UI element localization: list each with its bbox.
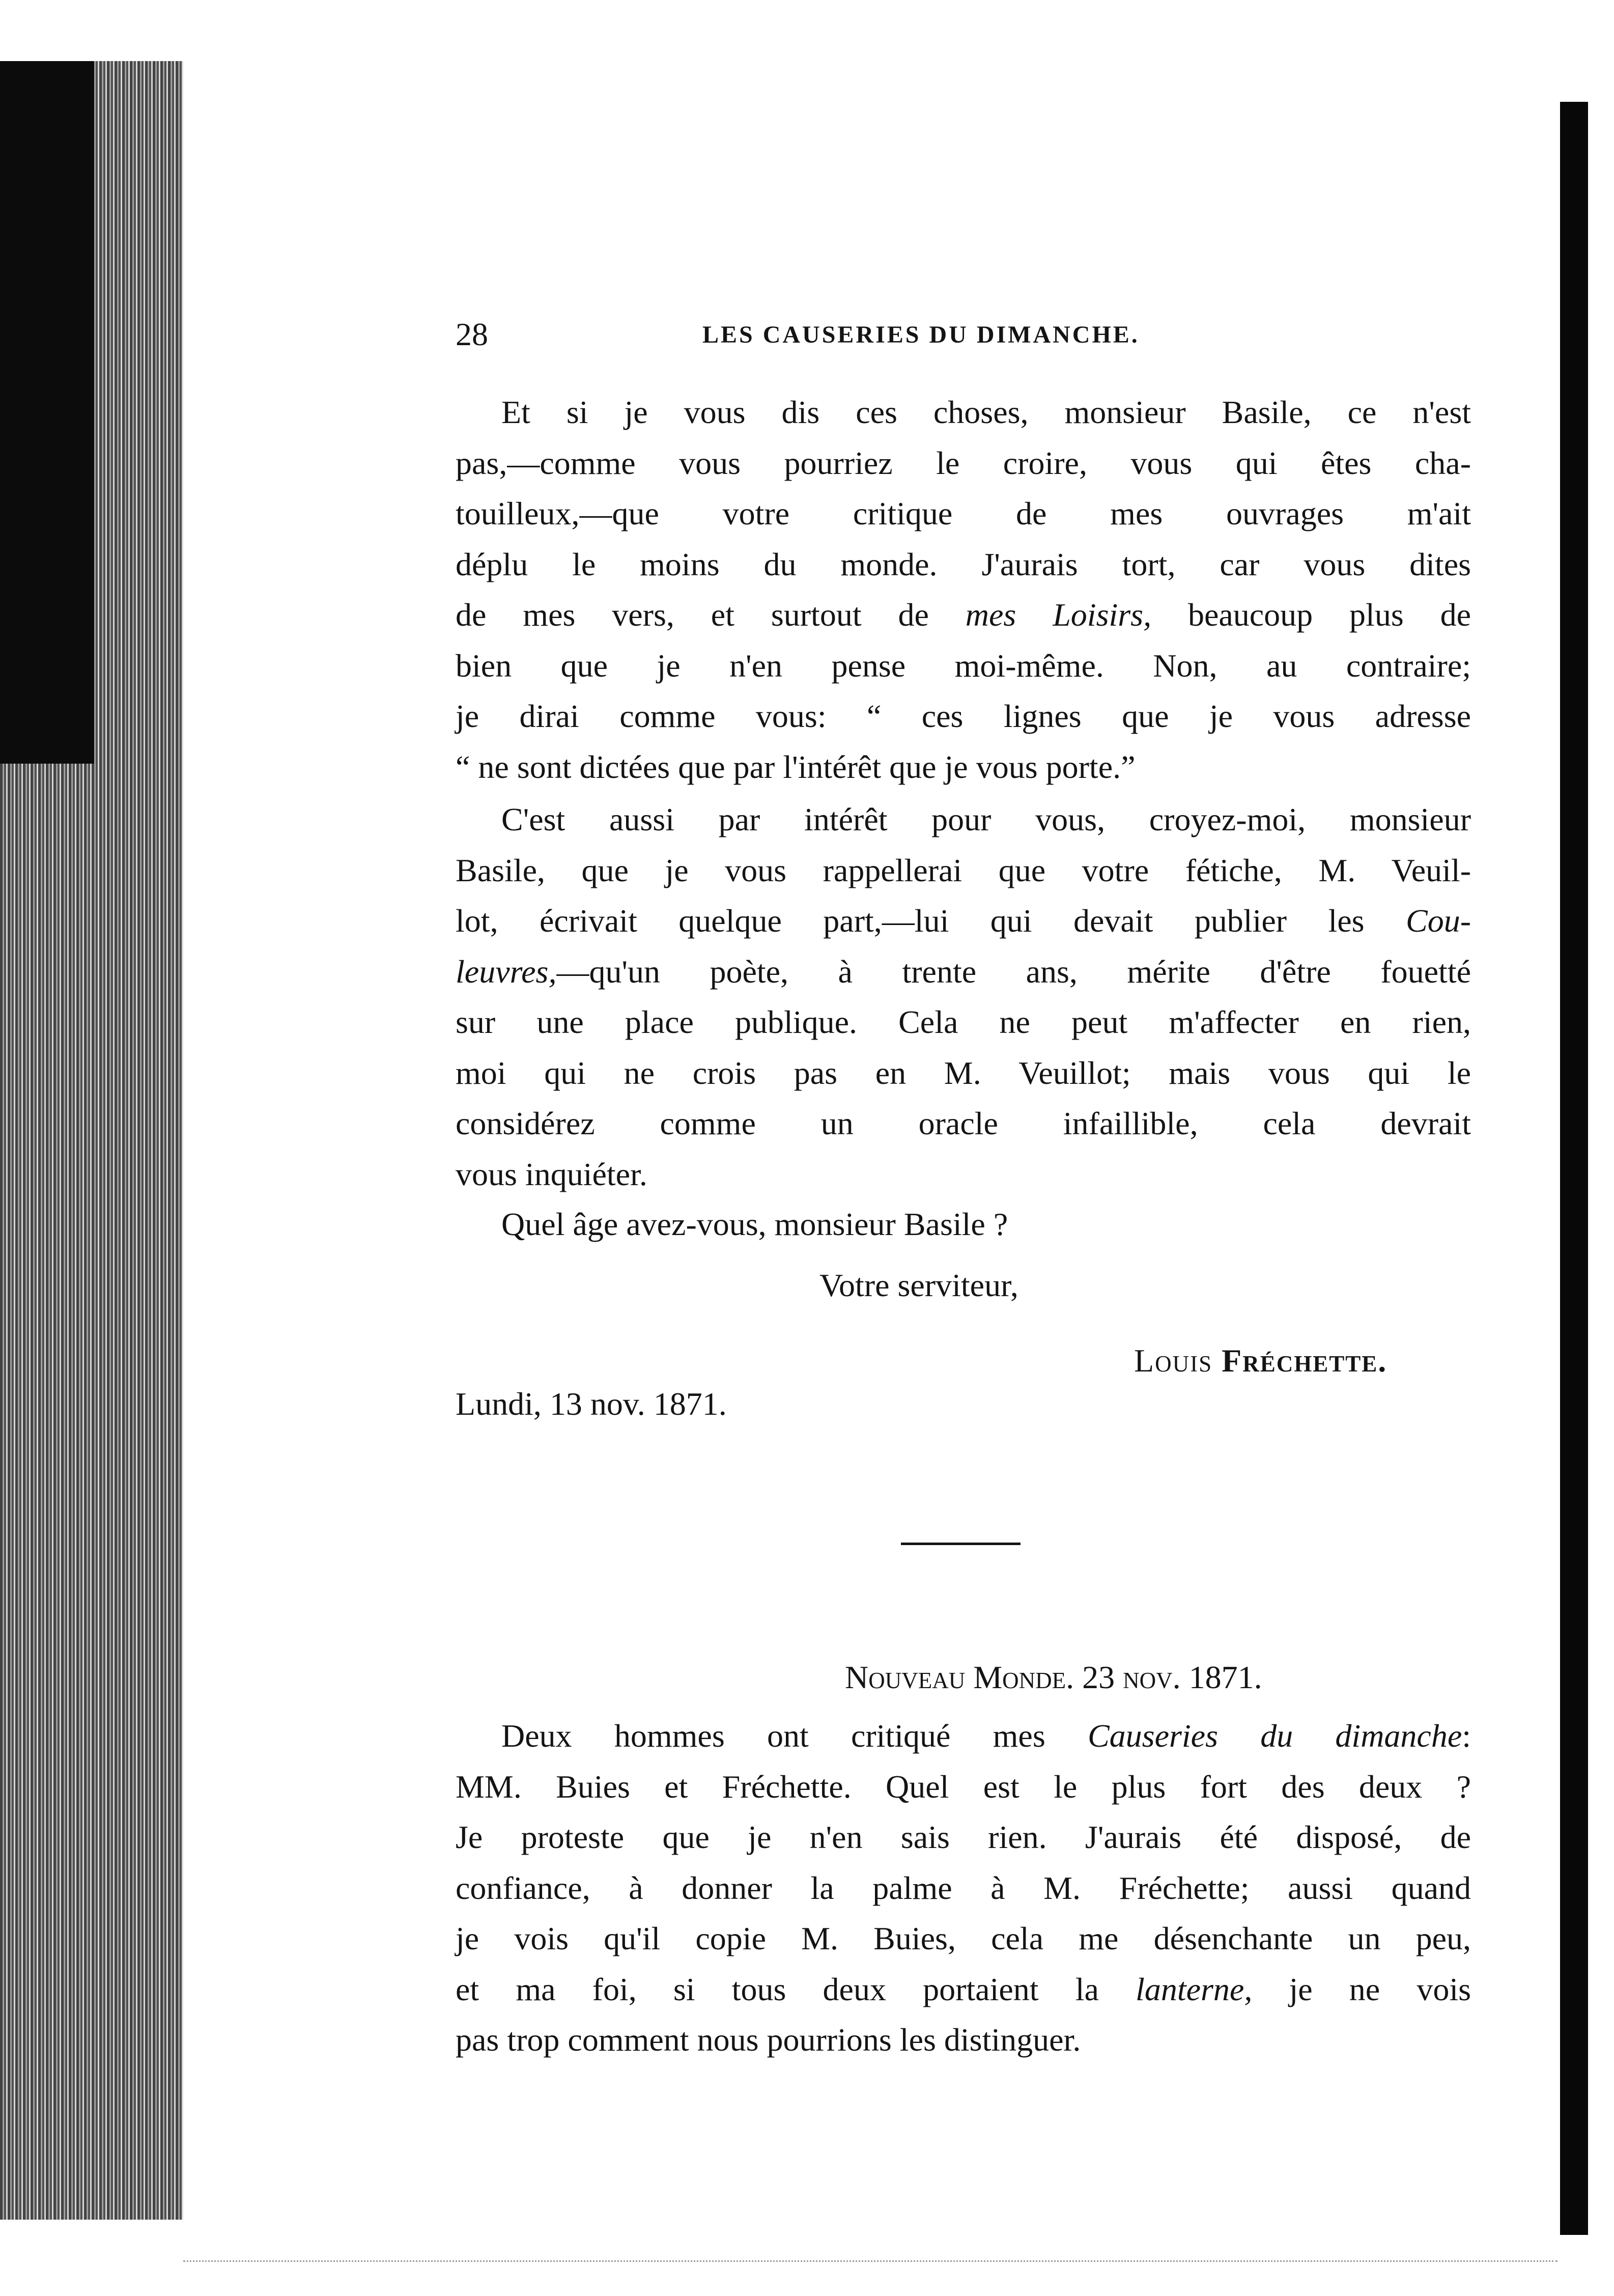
letter-paragraph-2 bbox=[456, 794, 1471, 1199]
text-run: et ma foi, si tous deux portaient la bbox=[456, 1971, 1136, 2007]
text-line: Quel âge avez-vous, monsieur Basile ? bbox=[501, 1206, 1008, 1242]
text-line bbox=[456, 1964, 1471, 2015]
section-source: Nouveau Monde. 23 nov. 1871. bbox=[845, 1659, 1262, 1695]
text-run: beaucoup plus de bbox=[1151, 597, 1471, 633]
letter-closing: Votre serviteur, bbox=[819, 1267, 1018, 1303]
letter-signature bbox=[1134, 1338, 1387, 1384]
text-line bbox=[456, 946, 1471, 997]
text-run: : bbox=[1462, 1718, 1471, 1754]
text-run: je ne vois bbox=[1252, 1971, 1471, 2007]
page-header bbox=[456, 312, 1412, 357]
text-line: sur une place publique. Cela ne peut m'affecter en rien, bbox=[456, 1004, 1471, 1040]
page-number: 28 bbox=[456, 316, 488, 352]
text-line: pas,—comme vous pourriez le croire, vous qui êtes cha- bbox=[456, 444, 1471, 481]
text-run: lot, écrivait quelque part,—lui qui devait publier les bbox=[456, 903, 1406, 939]
text-line: bien que je n'en pense moi-même. Non, au contraire; bbox=[456, 647, 1471, 684]
signature-first-name: Louis bbox=[1134, 1342, 1213, 1379]
text-line: considérez comme un oracle infaillible, cela devrait bbox=[456, 1105, 1471, 1141]
text-line: “ ne sont dictées que par l'intérêt que je vous porte.” bbox=[456, 748, 1136, 785]
text-line: je dirai comme vous: “ ces lignes que je vous adresse bbox=[456, 698, 1471, 734]
letter-paragraph-3 bbox=[456, 1199, 1471, 1250]
section-divider bbox=[901, 1543, 1021, 1545]
text-line: je vois qu'il copie M. Buies, cela me désenchante un peu, bbox=[456, 1920, 1471, 1956]
letter-paragraph-1 bbox=[456, 387, 1471, 792]
text-line: MM. Buies et Fréchette. Quel est le plus fort des deux ? bbox=[456, 1768, 1471, 1805]
scan-bottom-edge bbox=[183, 2260, 1558, 2265]
letter-date: Lundi, 13 nov. 1871. bbox=[456, 1386, 727, 1422]
text-line: Et si je vous dis ces choses, monsieur Basile, ce n'est bbox=[501, 394, 1471, 430]
italic-title: mes Loisirs, bbox=[965, 597, 1152, 633]
text-line bbox=[456, 895, 1471, 946]
signature-last-name: Fréchette. bbox=[1222, 1342, 1388, 1379]
scan-binding-shadow bbox=[0, 61, 94, 764]
section-paragraph bbox=[456, 1711, 1471, 2065]
italic-title: leuvres, bbox=[456, 953, 557, 990]
text-run: Deux hommes ont critiqué mes bbox=[501, 1718, 1088, 1754]
italic-title: lanterne, bbox=[1136, 1971, 1253, 2007]
italic-title: Cou- bbox=[1406, 903, 1471, 939]
scan-right-edge bbox=[1560, 102, 1588, 2235]
running-title: LES CAUSERIES DU DIMANCHE. bbox=[702, 321, 1140, 348]
text-line: déplu le moins du monde. J'aurais tort, car vous dites bbox=[456, 546, 1471, 582]
text-run: —qu'un poète, à trente ans, mérite d'être fouetté bbox=[556, 953, 1471, 990]
text-run: de mes vers, et surtout de bbox=[456, 597, 966, 633]
text-line: moi qui ne crois pas en M. Veuillot; mais vous qui le bbox=[456, 1054, 1471, 1091]
text-line bbox=[456, 590, 1471, 640]
text-line: C'est aussi par intérêt pour vous, croyez-moi, monsieur bbox=[501, 801, 1471, 837]
text-line: Je proteste que je n'en sais rien. J'aurais été disposé, de bbox=[456, 1819, 1471, 1855]
text-line: touilleux,—que votre critique de mes ouvrages m'ait bbox=[456, 495, 1471, 531]
text-line bbox=[456, 1711, 1471, 1761]
text-line: Basile, que je vous rappellerai que votre fétiche, M. Veuil- bbox=[456, 852, 1471, 888]
italic-title: Causeries du dimanche bbox=[1087, 1718, 1462, 1754]
text-line: confiance, à donner la palme à M. Fréchette; aussi quand bbox=[456, 1869, 1471, 1906]
text-line: pas trop comment nous pourrions les distinguer. bbox=[456, 2022, 1081, 2058]
text-line: vous inquiéter. bbox=[456, 1156, 647, 1192]
